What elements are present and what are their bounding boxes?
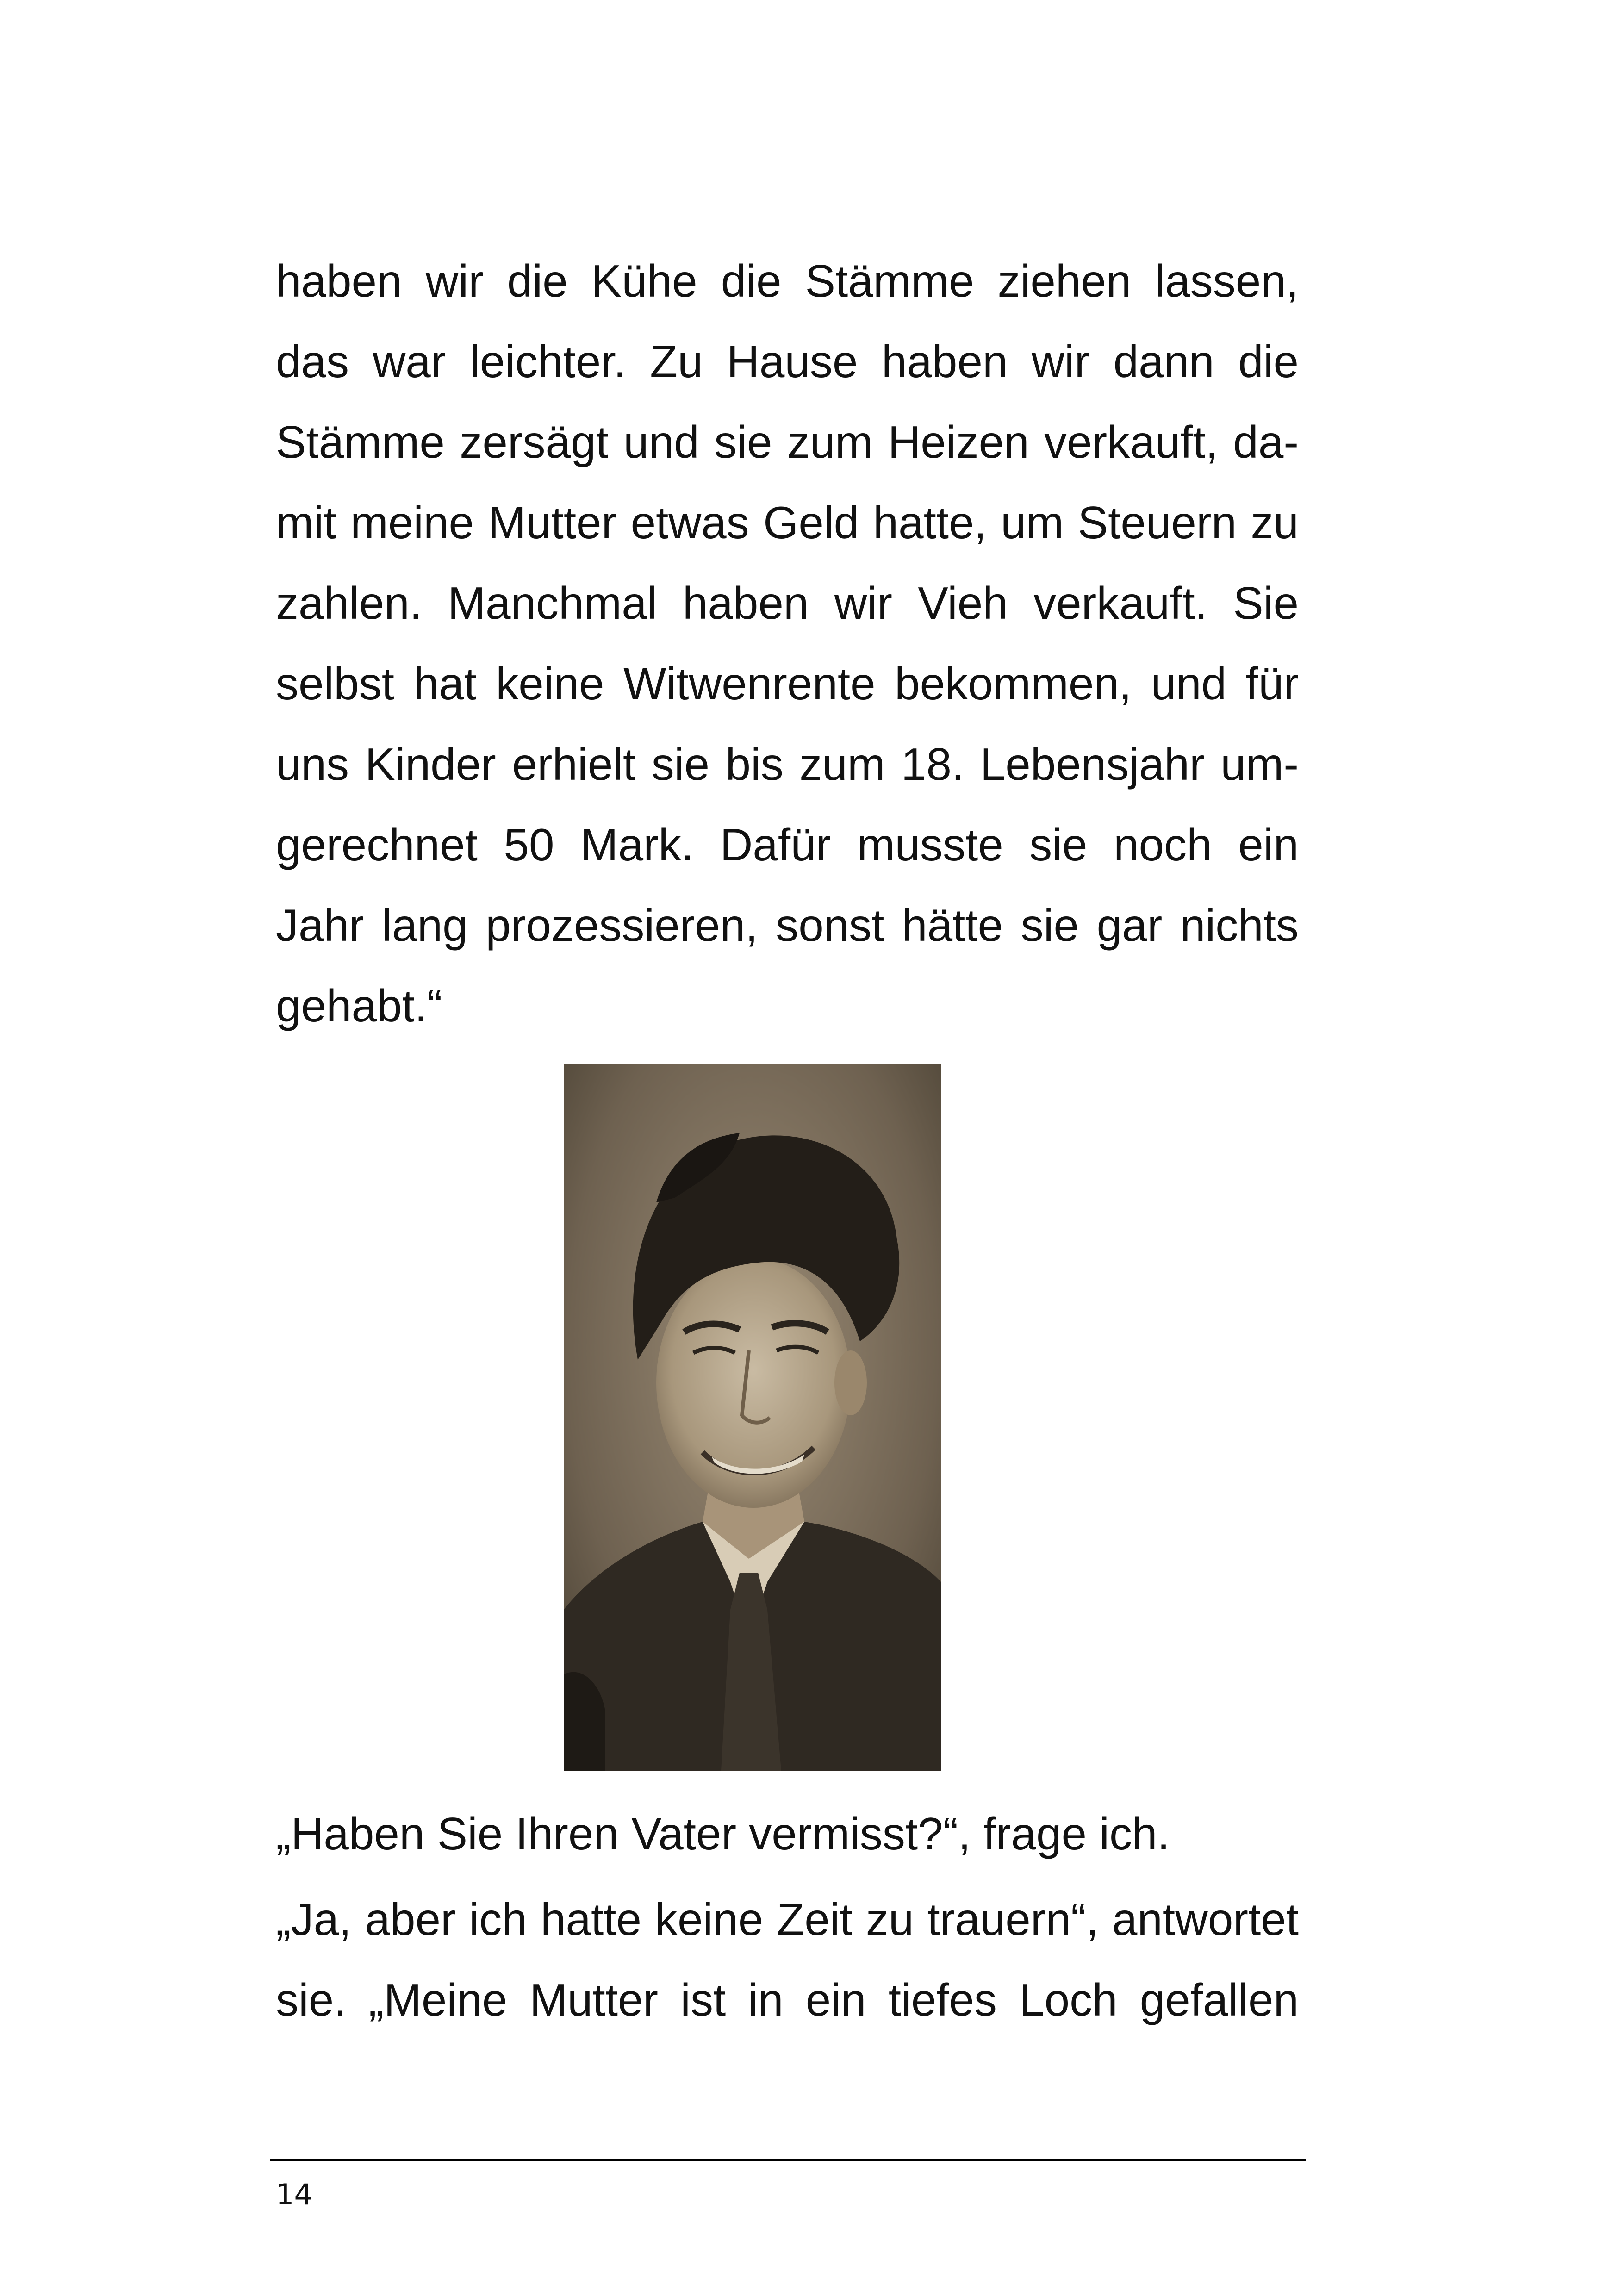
text-line: Stämme zersägt und sie zum Heizen verkauft, da- [276,417,1299,467]
text-line: uns Kinder erhielt sie bis zum 18. Lebensjahr um- [276,739,1299,790]
text-line: „Ja, aber ich hatte keine Zeit zu trauern“, antwortet [276,1894,1299,1945]
text-line: „Haben Sie Ihren Vater vermisst?“, frage ich. [276,1808,1170,1859]
text-line: sie. „Meine Mutter ist in ein tiefes Loch gefallen [276,1974,1299,2025]
text-line: haben wir die Kühe die Stämme ziehen lassen, [276,255,1299,306]
text-line: mit meine Mutter etwas Geld hatte, um Steuern zu [276,497,1299,548]
page-number: 14 [276,2178,312,2211]
paragraph-2 [276,1793,1299,1874]
text-line: gehabt.“ [276,980,442,1031]
paragraph-1 [276,241,1299,1046]
portrait-photo-graphic [564,1064,941,1771]
text-line: gerechnet 50 Mark. Dafür musste sie noch ein [276,819,1299,870]
paragraph-3 [276,1879,1299,2040]
text-line: Jahr lang prozessieren, sonst hätte sie gar nichts [276,900,1299,951]
text-line: selbst hat keine Witwenrente bekommen, und für [276,658,1299,709]
portrait-photo [564,1064,941,1771]
text-line: zahlen. Manchmal haben wir Vieh verkauft. Sie [276,578,1299,628]
text-line: das war leichter. Zu Hause haben wir dann die [276,336,1299,387]
footer-divider [270,2159,1306,2161]
